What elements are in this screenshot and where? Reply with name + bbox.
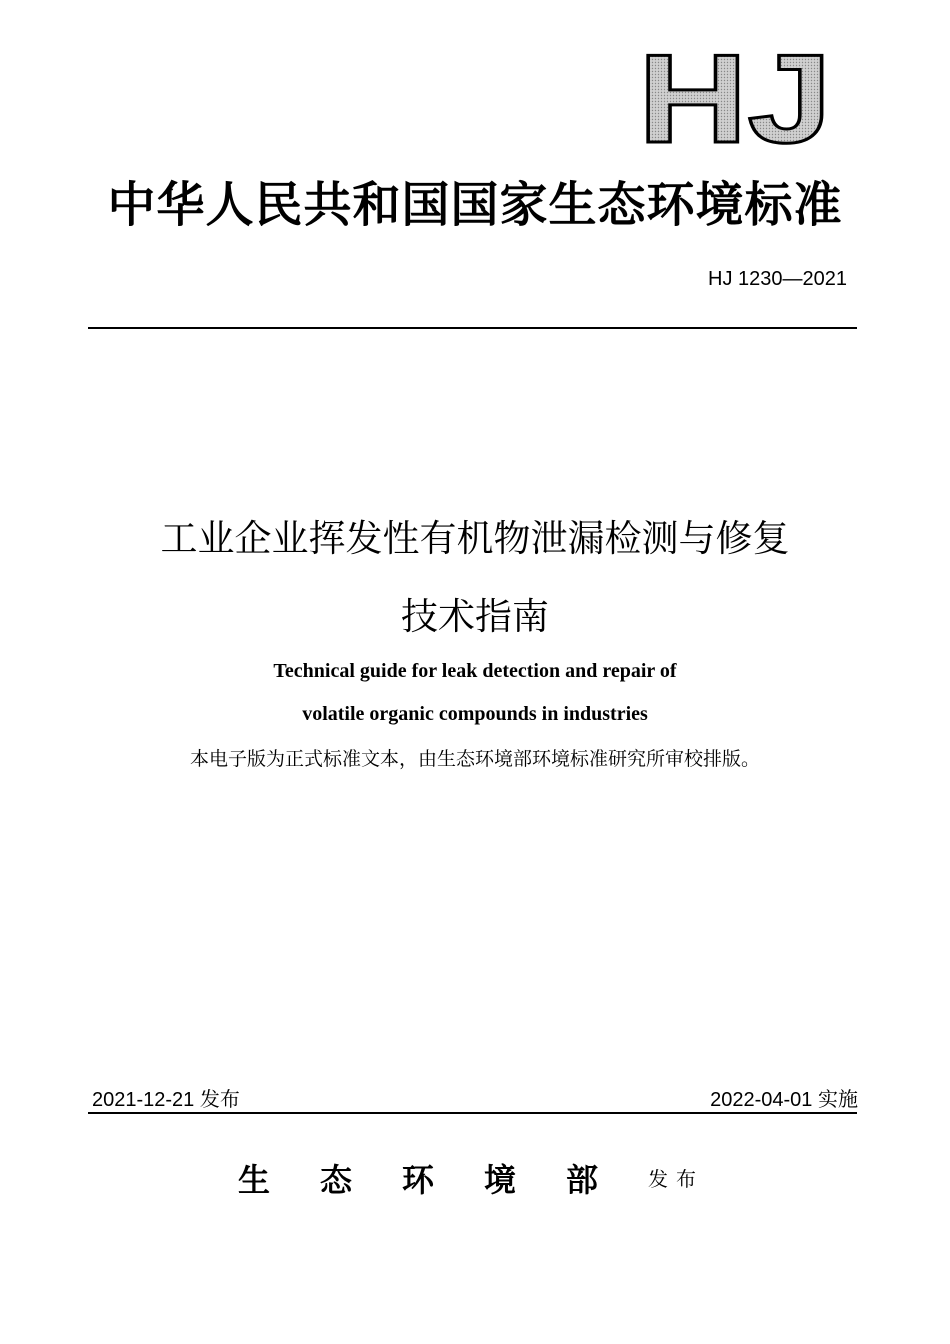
- chinese-title-line-1: 工业企业挥发性有机物泄漏检测与修复: [160, 517, 790, 560]
- publisher-name: 生态环境部: [238, 1161, 649, 1199]
- issue-date: 2021-12-21 发布: [92, 1089, 240, 1111]
- hj-logo-text: HJ: [638, 46, 832, 148]
- standard-number: HJ 1230—2021: [708, 268, 847, 290]
- english-title-line-1: Technical guide for leak detection and repair of: [273, 660, 677, 682]
- english-title-line-2: volatile organic compounds in industries: [302, 703, 648, 725]
- national-standard-title: 中华人民共和国国家生态环境标准: [107, 177, 843, 233]
- hj-logo: [636, 46, 836, 148]
- edition-note: 本电子版为正式标准文本，由生态环境部环境标准研究所审校排版。: [189, 748, 760, 770]
- publisher-suffix: 发布: [648, 1167, 704, 1191]
- chinese-title-line-2: 技术指南: [401, 595, 549, 638]
- bottom-divider: [88, 1112, 857, 1114]
- implementation-date: 2022-04-01 实施: [710, 1089, 858, 1111]
- top-divider: [88, 327, 857, 329]
